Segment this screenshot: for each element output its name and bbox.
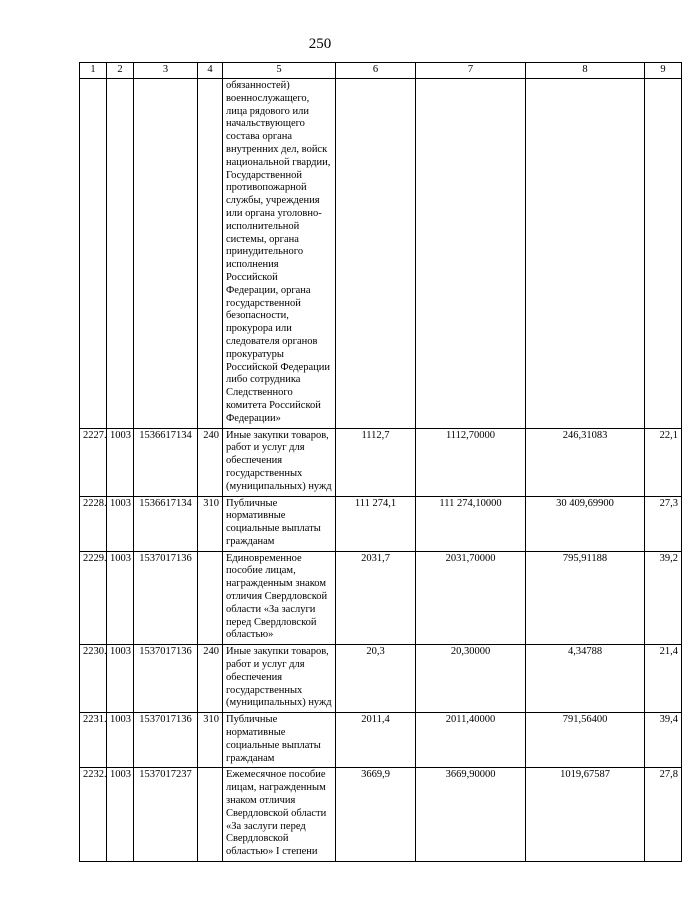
target-code: 1537017136 (134, 551, 198, 645)
row-number: 2229. (80, 551, 107, 645)
column-header: 7 (416, 63, 526, 79)
item-name: Иные закупки товаров, работ и услуг для обеспечения государственных (муниципальных) нужд (223, 645, 336, 713)
table-row (80, 768, 682, 862)
column-header: 5 (223, 63, 336, 79)
target-code: 1537017136 (134, 645, 198, 713)
execution-percent: 21,4 (645, 645, 682, 713)
executed-amount: 246,31083 (526, 428, 645, 496)
table-row-continuation (80, 79, 682, 429)
row-number: 2230. (80, 645, 107, 713)
target-code: 1537017237 (134, 768, 198, 862)
executed-amount: 1019,67587 (526, 768, 645, 862)
target-code: 1536617134 (134, 496, 198, 551)
expense-type (198, 551, 223, 645)
approved-amount: 3669,90000 (416, 768, 526, 862)
expense-type: 240 (198, 428, 223, 496)
section-code: 1003 (107, 551, 134, 645)
column-number-row (80, 63, 682, 79)
executed-amount: 791,56400 (526, 713, 645, 768)
executed-amount: 4,34788 (526, 645, 645, 713)
target-code: 1537017136 (134, 713, 198, 768)
row-number: 2232. (80, 768, 107, 862)
execution-percent: 39,4 (645, 713, 682, 768)
item-name: Иные закупки товаров, работ и услуг для обеспечения государственных (муниципальных) нужд (223, 428, 336, 496)
execution-percent: 27,3 (645, 496, 682, 551)
plan-amount: 3669,9 (336, 768, 416, 862)
column-header: 3 (134, 63, 198, 79)
row-number: 2227. (80, 428, 107, 496)
column-header: 9 (645, 63, 682, 79)
plan-amount: 111 274,1 (336, 496, 416, 551)
table-row (80, 428, 682, 496)
table-row (80, 551, 682, 645)
section-code: 1003 (107, 496, 134, 551)
section-code: 1003 (107, 713, 134, 768)
section-code: 1003 (107, 428, 134, 496)
executed-amount: 30 409,69900 (526, 496, 645, 551)
section-code: 1003 (107, 645, 134, 713)
page-number: 250 (308, 36, 332, 52)
target-code: 1536617134 (134, 428, 198, 496)
table-row (80, 713, 682, 768)
plan-amount: 20,3 (336, 645, 416, 713)
item-name: Публичные нормативные социальные выплаты гражданам (223, 496, 336, 551)
column-header: 4 (198, 63, 223, 79)
approved-amount: 2031,70000 (416, 551, 526, 645)
executed-amount: 795,91188 (526, 551, 645, 645)
approved-amount: 20,30000 (416, 645, 526, 713)
column-header: 6 (336, 63, 416, 79)
table-row (80, 496, 682, 551)
plan-amount: 1112,7 (336, 428, 416, 496)
item-name: Ежемесячное пособие лицам, награжденным знаком отличия Свердловской области «За заслуги перед Свердловской областью» I степени (223, 768, 336, 862)
expense-type: 240 (198, 645, 223, 713)
execution-percent: 39,2 (645, 551, 682, 645)
execution-percent: 22,1 (645, 428, 682, 496)
expense-type: 310 (198, 713, 223, 768)
execution-percent: 27,8 (645, 768, 682, 862)
plan-amount: 2011,4 (336, 713, 416, 768)
section-code: 1003 (107, 768, 134, 862)
continuation-text: обязанностей) военнослужащего, лица рядового или начальствующего состава органа внутренних дел, войск национальной гвардии, Государственной противопожарной службы, учреждения или органа уголовно-исполнительной системы, органа принудительного исполнения Российской Федерации, органа государственной безопасности, прокурора или следователя органов прокуратуры Российской Федерации либо сотрудника Следственного комитета Российской Федерации» (223, 79, 336, 429)
table-row (80, 645, 682, 713)
approved-amount: 1112,70000 (416, 428, 526, 496)
plan-amount: 2031,7 (336, 551, 416, 645)
approved-amount: 2011,40000 (416, 713, 526, 768)
approved-amount: 111 274,10000 (416, 496, 526, 551)
expense-type: 310 (198, 496, 223, 551)
column-header: 1 (80, 63, 107, 79)
column-header: 8 (526, 63, 645, 79)
item-name: Единовременное пособие лицам, награжденным знаком отличия Свердловской области «За заслуги перед Свердловской областью» (223, 551, 336, 645)
row-number: 2231. (80, 713, 107, 768)
item-name: Публичные нормативные социальные выплаты гражданам (223, 713, 336, 768)
budget-table (79, 62, 682, 862)
expense-type (198, 768, 223, 862)
column-header: 2 (107, 63, 134, 79)
row-number: 2228. (80, 496, 107, 551)
